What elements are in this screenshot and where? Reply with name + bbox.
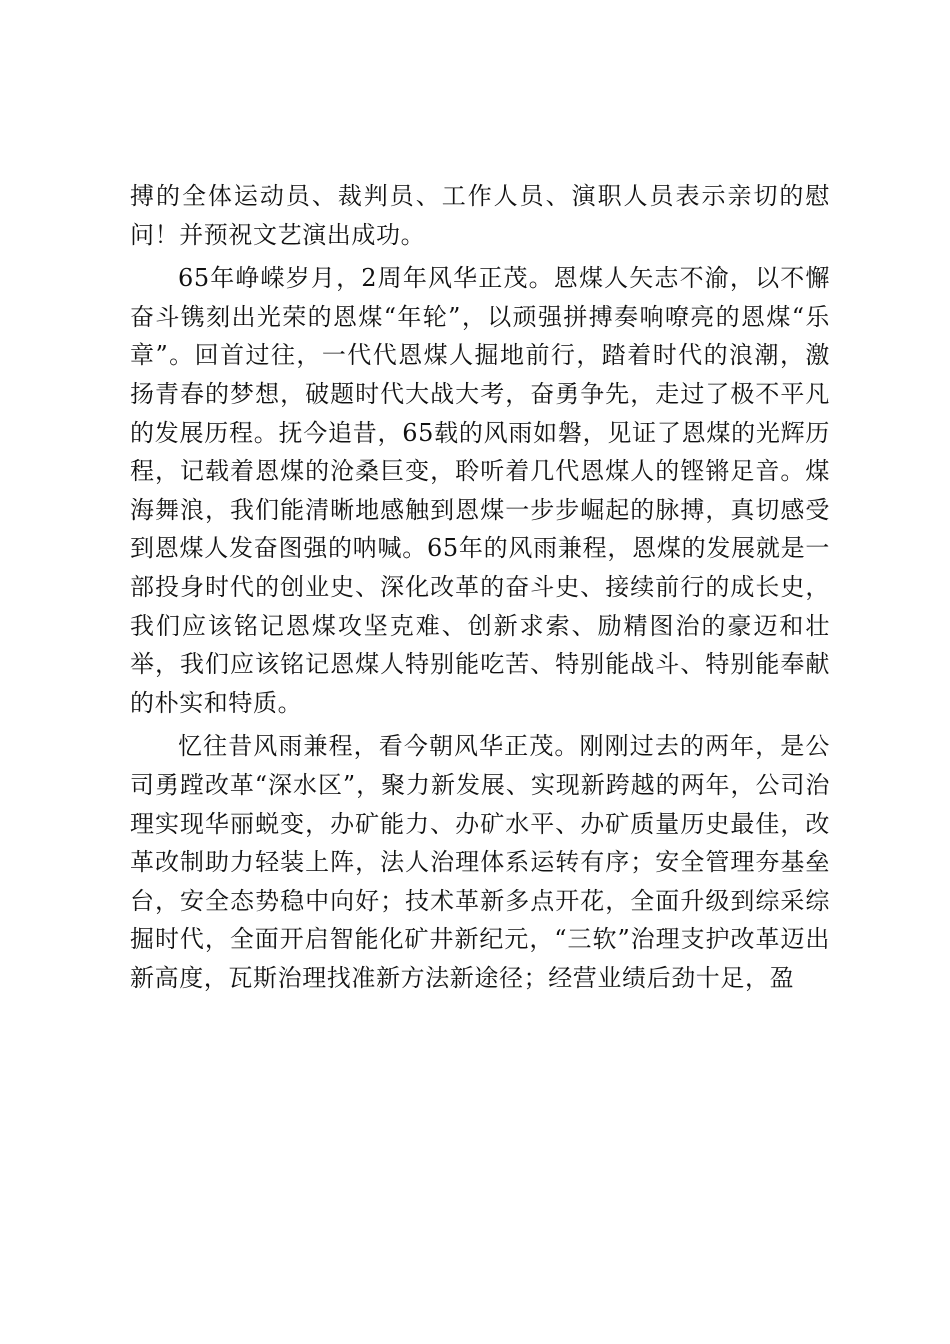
paragraph-continuation: 搏的全体运动员、裁判员、工作人员、演职人员表示亲切的慰问！并预祝文艺演出成功。 xyxy=(130,182,830,249)
paragraph-history: 65年峥嵘岁月，2周年风华正茂。恩煤人矢志不渝，以不懈奋斗镌刻出光荣的恩煤“年轮”，以顽强拼搏奏响嘹亮的恩煤“乐章”。回首过往，一代代恩煤人掘地前行，踏着时代的浪潮，激扬青春的梦想，破题时代大战大考，奋勇争先，走过了极不平凡的发展历程。抚今追昔，65载的风雨如磐，见证了恩煤的光辉历程，记载着恩煤的沧桑巨变，聆听着几代恩煤人的铿锵足音。煤海舞浪，我们能清晰地感触到恩煤一步步崛起的脉搏，真切感受到恩煤人发奋图强的呐喊。65年的风雨兼程，恩煤的发展就是一部投身时代的创业史、深化改革的奋斗史、接续前行的成长史，我们应该铭记恩煤攻坚克难、创新求索、励精图治的豪迈和壮举，我们应该铭记恩煤人特别能吃苦、特别能战斗、特别能奉献的朴实和特质。 xyxy=(130,264,830,717)
paragraph-achievements: 忆往昔风雨兼程，看今朝风华正茂。刚刚过去的两年，是公司勇蹚改革“深水区”，聚力新发展、实现新跨越的两年，公司治理实现华丽蜕变，办矿能力、办矿水平、办矿质量历史最佳，改革改制助力轻装上阵，法人治理体系运转有序；安全管理夯基垒台，安全态势稳中向好；技术革新多点开花，全面升级到综采综掘时代，全面开启智能化矿井新纪元，“三软”治理支护改革迈出新高度，瓦斯治理找准新方法新途径；经营业绩后劲十足，盈 xyxy=(130,732,830,992)
document-body xyxy=(130,177,830,997)
